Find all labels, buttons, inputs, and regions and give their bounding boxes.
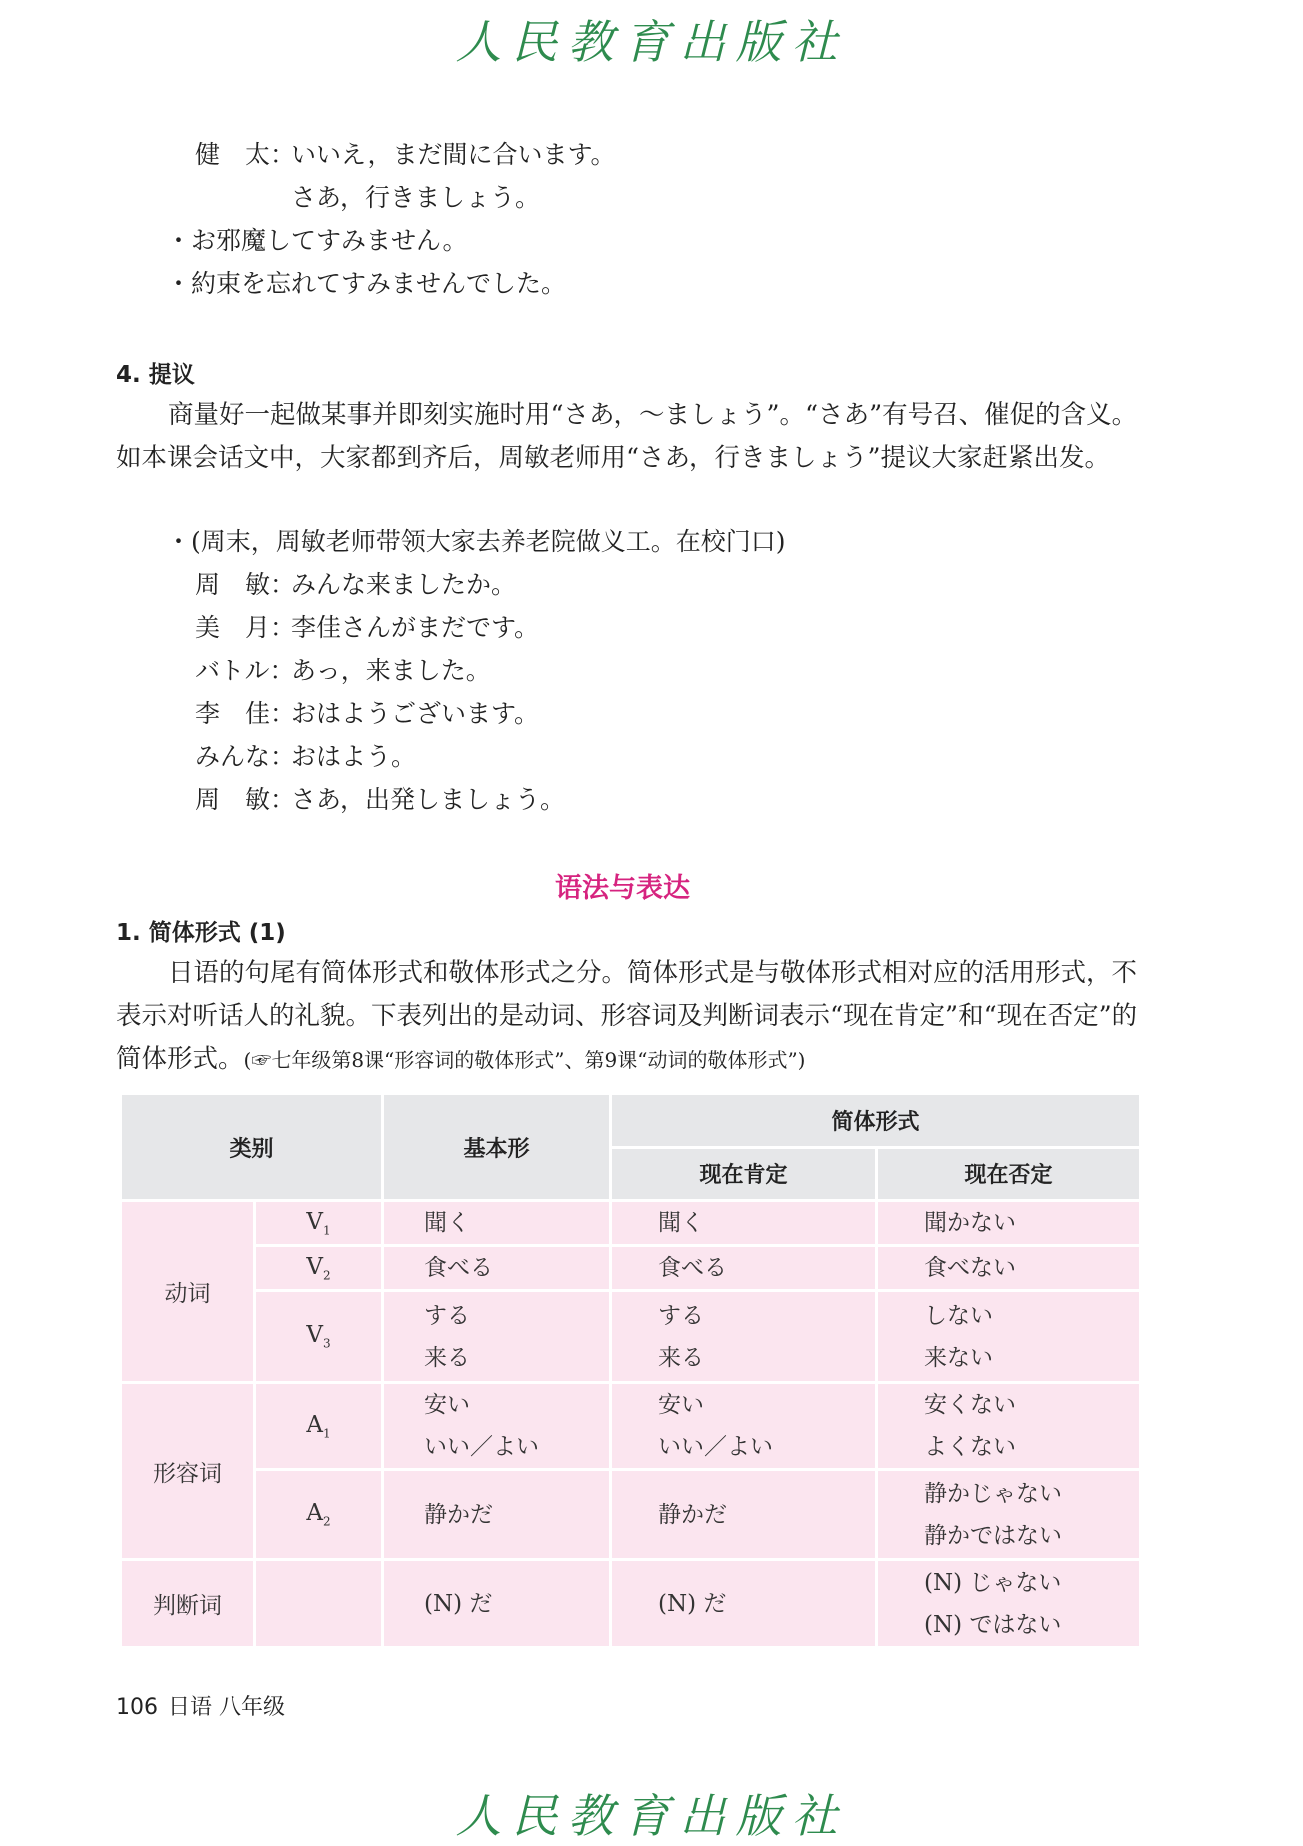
header-positive: 现在肯定 (611, 1147, 877, 1201)
page-number: 106 (116, 1695, 158, 1720)
dialogue-line (195, 181, 540, 215)
publisher-logo-bottom: 人民教育出版社 (455, 1789, 848, 1843)
dialogue-line (195, 568, 516, 602)
subtype-v3: $V_3$ (255, 1291, 383, 1383)
speaker: 周 敏： (195, 570, 296, 599)
paragraph (116, 952, 1141, 1082)
utterance: みんな来ましたか。 (291, 570, 517, 599)
dialogue-line (195, 611, 539, 645)
subtype-v2: $V_2$ (255, 1246, 383, 1291)
example-bullet: ・(周末，周敏老师带领大家去养老院做义工。在校门口) (166, 527, 786, 556)
dialogue-line (195, 138, 616, 172)
utterance: おはようございます。 (291, 699, 540, 728)
dialogue-line (195, 697, 539, 731)
cross-reference: (☞七年级第8课“形容词的敬体形式”、第9课“动词的敬体形式”) (243, 1048, 806, 1072)
negative-form: 静かじゃない 静かではない (877, 1470, 1141, 1560)
basic-form: 食べる (383, 1246, 611, 1291)
basic-form: する 来る (383, 1291, 611, 1383)
subtype-empty (255, 1560, 383, 1648)
dialogue-line (195, 654, 491, 688)
grammar-heading: 1. 简体形式 (1) (116, 920, 286, 946)
dialogue-line (195, 740, 416, 774)
negative-form: (N) じゃない (N) ではない (877, 1560, 1141, 1648)
basic-form: 聞く (383, 1201, 611, 1246)
header-category: 类别 (121, 1094, 383, 1201)
utterance: さあ，行きましょう。 (291, 183, 541, 212)
speaker: 健 太： (195, 140, 296, 169)
basic-form: 静かだ (383, 1470, 611, 1560)
negative-form: 安くない よくない (877, 1383, 1141, 1470)
header-basic: 基本形 (383, 1094, 611, 1201)
header-simple: 简体形式 (611, 1094, 1141, 1148)
speaker: バトル： (195, 656, 295, 685)
subtype-a1: $A_1$ (255, 1383, 383, 1470)
utterance: おはよう。 (291, 742, 417, 771)
book-title: 日语 八年级 (168, 1695, 285, 1720)
positive-form: 静かだ (611, 1470, 877, 1560)
simple-form-table (119, 1092, 1142, 1649)
subtype-a2: $A_2$ (255, 1470, 383, 1560)
table-row (121, 1470, 1141, 1560)
publisher-logo-top: 人民教育出版社 (455, 15, 848, 69)
example-bullet: ・お邪魔してすみません。 (166, 226, 468, 255)
negative-form: しない 来ない (877, 1291, 1141, 1383)
negative-form: 食べない (877, 1246, 1141, 1291)
positive-form: (N) だ (611, 1560, 877, 1648)
speaker: 美 月： (195, 613, 296, 642)
basic-form: (N) だ (383, 1560, 611, 1648)
paragraph-text: 日语的句尾有简体形式和敬体形式之分。简体形式是与敬体形式相对应的活用形式，不表示对听话人的礼貌。下表列出的是动词、形容词及判断词表示“现在肯定”和“现在否定”的简体形式。 (116, 958, 1138, 1074)
dialogue-line (195, 783, 565, 817)
category-copula: 判断词 (121, 1560, 255, 1648)
utterance: さあ，出発しましょう。 (291, 785, 566, 814)
speaker: みんな： (195, 742, 296, 771)
table-row (121, 1560, 1141, 1648)
positive-form: 聞く (611, 1201, 877, 1246)
positive-form: する 来る (611, 1291, 877, 1383)
subtype-v1: $V_1$ (255, 1201, 383, 1246)
table-row (121, 1246, 1141, 1291)
table-row (121, 1201, 1141, 1246)
utterance: 李佳さんがまだです。 (291, 613, 540, 642)
positive-form: 食べる (611, 1246, 877, 1291)
category-verb: 动词 (121, 1201, 255, 1383)
page-footer (116, 1690, 285, 1721)
section-title-text: 语法与表达 (555, 873, 690, 904)
negative-form: 聞かない (877, 1201, 1141, 1246)
paragraph (116, 394, 1141, 480)
header-negative: 现在否定 (877, 1147, 1141, 1201)
basic-form: 安い いい／よい (383, 1383, 611, 1470)
speaker: 李 佳： (195, 699, 296, 728)
paragraph-text: 商量好一起做某事并即刻实施时用“さあ，～ましょう”。“さあ”有号召、催促的含义。如本课会话文中，大家都到齐后，周敏老师用“さあ，行きましょう”提议大家赶紧出发。 (116, 400, 1138, 473)
category-adjective: 形容词 (121, 1383, 255, 1560)
utterance: いいえ，まだ間に合います。 (291, 140, 616, 169)
table-row (121, 1383, 1141, 1470)
table-row (121, 1291, 1141, 1383)
positive-form: 安い いい／よい (611, 1383, 877, 1470)
section-heading: 4. 提议 (116, 362, 195, 388)
example-bullet: ・約束を忘れてすみませんでした。 (166, 269, 567, 298)
utterance: あっ，来ました。 (291, 656, 491, 685)
speaker: 周 敏： (195, 785, 296, 814)
